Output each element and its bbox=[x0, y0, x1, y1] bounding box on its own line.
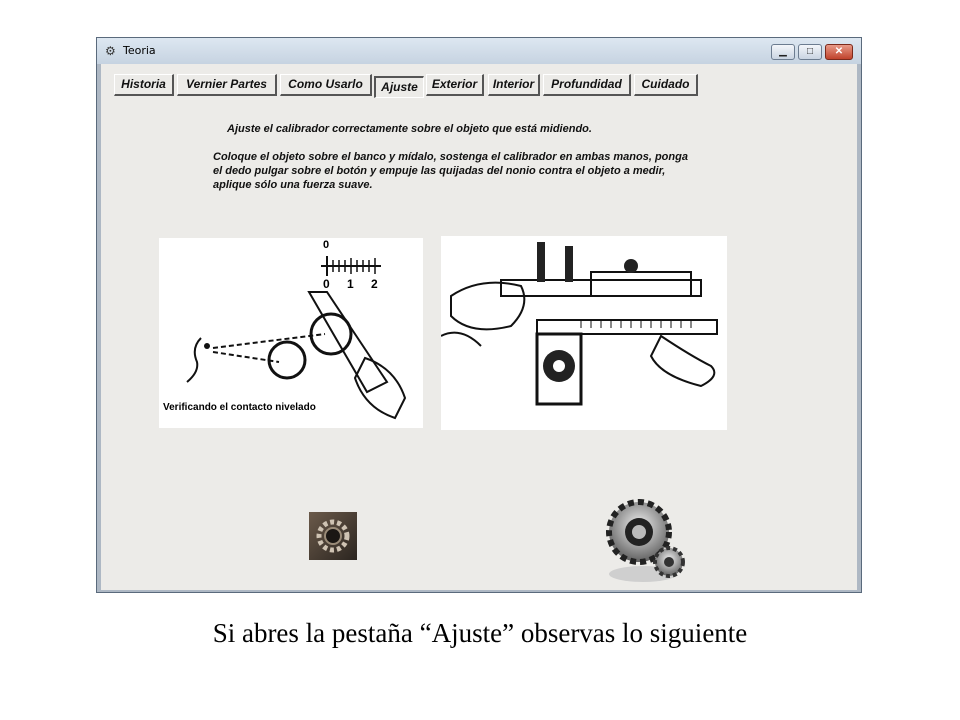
title-bar[interactable] bbox=[97, 38, 861, 64]
tab-profundidad[interactable]: Profundidad bbox=[543, 74, 631, 96]
minimize-button[interactable]: ▁ bbox=[771, 44, 795, 60]
tab-vernier-partes[interactable]: Vernier Partes bbox=[177, 74, 277, 96]
maximize-button[interactable]: □ bbox=[798, 44, 822, 60]
illustration-caption: Verificando el contacto nivelado bbox=[163, 402, 316, 413]
tab-cuidado[interactable]: Cuidado bbox=[634, 74, 698, 96]
gear-thumbnail-icon[interactable] bbox=[309, 512, 357, 560]
close-button[interactable]: ✕ bbox=[825, 44, 853, 60]
caliper-hands-illustration bbox=[441, 236, 727, 430]
scale-label-0: 0 bbox=[323, 277, 330, 291]
tab-historia[interactable]: Historia bbox=[114, 74, 174, 96]
scale-label-2: 2 bbox=[371, 277, 378, 291]
scale-label-top: 0 bbox=[323, 239, 330, 251]
window-title: Teoria bbox=[123, 44, 156, 57]
tab-exterior[interactable]: Exterior bbox=[426, 74, 484, 96]
window-client-area bbox=[101, 64, 857, 590]
instruction-paragraph: Coloque el objeto sobre el banco y mídalo, sostenga el calibrador en ambas manos, ponga el dedo pulgar sobre el botón y empuje las quijadas del nonio contra el objeto a medir, aplique sólo una fuerza suave. bbox=[213, 151, 688, 191]
tab-como-usarlo[interactable]: Como Usarlo bbox=[280, 74, 372, 96]
slide-caption: Si abres la pestaña “Ajuste” observas lo siguiente bbox=[212, 618, 748, 648]
scale-label-1: 1 bbox=[347, 277, 354, 291]
gear-icon: ⚙ bbox=[105, 44, 116, 58]
instruction-heading: Ajuste el calibrador correctamente sobre el objeto que está midiendo. bbox=[227, 123, 592, 135]
tab-interior[interactable]: Interior bbox=[488, 74, 540, 96]
gears-icon[interactable] bbox=[597, 492, 693, 588]
level-contact-illustration bbox=[159, 238, 423, 428]
tab-ajuste[interactable]: Ajuste bbox=[374, 76, 424, 98]
application-window bbox=[96, 37, 862, 593]
